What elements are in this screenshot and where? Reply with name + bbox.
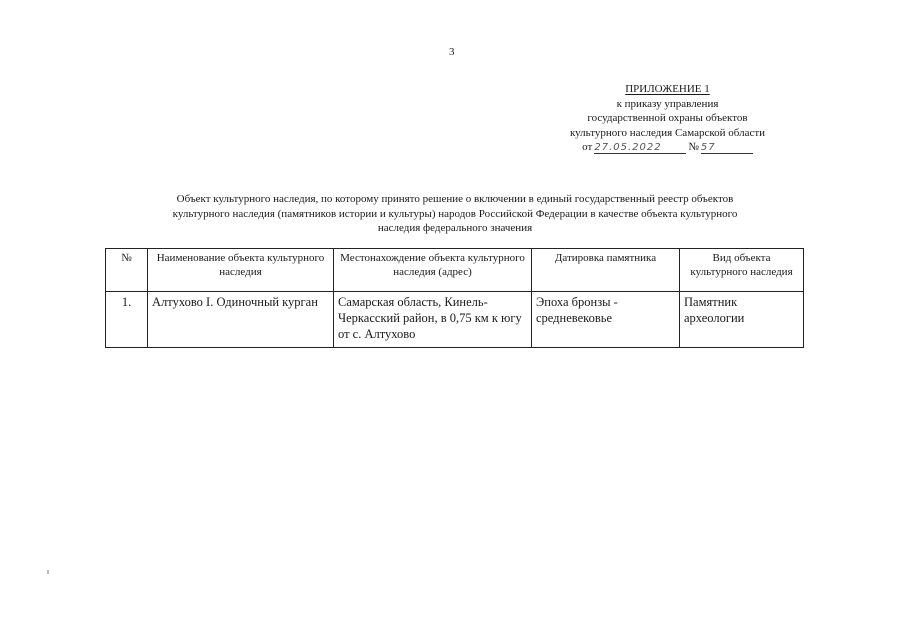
- header-number: №: [106, 249, 148, 292]
- page-number: 3: [449, 46, 455, 58]
- annex-heading: ПРИЛОЖЕНИЕ 1: [625, 83, 710, 95]
- order-number-prefix: №: [688, 141, 699, 153]
- annex-line: к приказу управления: [616, 97, 719, 110]
- title-line: культурного наследия (памятников истории и культуры) народов Российской Федерации в качестве объекта культурного: [172, 207, 738, 220]
- annex-line: культурного наследия Самарской области: [569, 126, 766, 139]
- header-location: Местонахождение объекта культурного наследия (адрес): [334, 249, 532, 292]
- header-object-name: Наименование объекта культурного наследия: [148, 249, 334, 292]
- scan-mark: [47, 570, 49, 574]
- heritage-table: [105, 248, 804, 348]
- order-date-handwritten: 27.05.2022: [594, 142, 686, 154]
- cell-location: Самарская область, Кинель-Черкасский район, в 0,75 км к югу от с. Алтухово: [334, 292, 532, 348]
- order-prefix: от: [582, 141, 593, 153]
- cell-dating: Эпоха бронзы - средневековье: [532, 292, 680, 348]
- cell-number: 1.: [106, 292, 148, 348]
- header-object-type: Вид объекта культурного наследия: [680, 249, 804, 292]
- document-title: [100, 192, 810, 236]
- header-dating: Датировка памятника: [532, 249, 680, 292]
- cell-object-type: Памятник археологии: [680, 292, 804, 348]
- title-line: Объект культурного наследия, по которому принято решение о включении в единый государственный реестр объектов: [176, 193, 734, 205]
- title-line: наследия федерального значения: [377, 222, 533, 234]
- cell-object-name: Алтухово I. Одиночный курган: [148, 292, 334, 348]
- order-reference: [545, 140, 790, 155]
- annex-line: государственной охраны объектов: [587, 112, 748, 124]
- order-number-handwritten: 57: [701, 142, 753, 154]
- table-header-row: [106, 249, 804, 292]
- table-row: [106, 292, 804, 348]
- annex-block: [545, 82, 790, 155]
